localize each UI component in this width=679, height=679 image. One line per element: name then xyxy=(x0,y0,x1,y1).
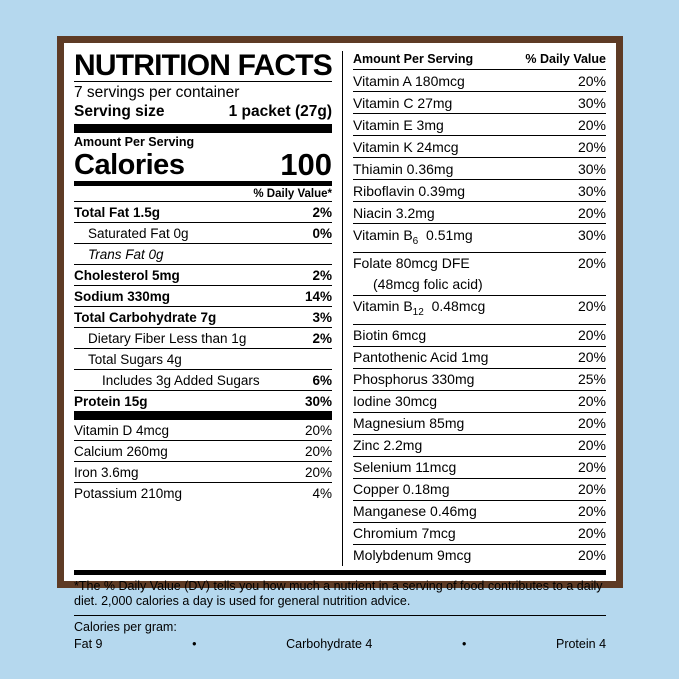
nutrient-dv: 2% xyxy=(312,267,332,283)
right-column-header xyxy=(353,51,606,70)
nutrient-name: Manganese 0.46mg xyxy=(353,503,477,520)
nutrient-dv: 20% xyxy=(577,255,606,272)
nutrient-dv: 20% xyxy=(577,437,606,454)
right-column xyxy=(342,51,606,566)
nutrient-dv: 20% xyxy=(577,547,606,564)
table-row xyxy=(353,369,606,391)
nutrient-name: Vitamin E 3mg xyxy=(353,116,444,133)
cpg-fat: Fat 9 xyxy=(74,636,103,651)
label-outer-border xyxy=(57,36,623,651)
servings-per-container: 7 servings per container xyxy=(74,84,240,101)
table-row xyxy=(353,545,606,566)
nutrient-name: Iodine 30mcg xyxy=(353,393,438,410)
daily-value-header: % Daily Value* xyxy=(253,188,332,200)
table-row xyxy=(353,70,606,92)
calories-per-gram-row xyxy=(74,636,606,652)
left-column xyxy=(74,51,340,566)
amount-per-serving-label: Amount Per Serving xyxy=(74,135,195,149)
table-row xyxy=(74,441,332,462)
nutrient-name: Iron 3.6mg xyxy=(74,464,139,480)
nutrient-dv: 20% xyxy=(304,422,332,438)
table-row xyxy=(353,158,606,180)
nutrient-dv: 4% xyxy=(312,485,332,501)
nutrient-name: Niacin 3.2mg xyxy=(353,204,435,221)
table-row xyxy=(353,224,606,253)
nutrient-name: Chromium 7mcg xyxy=(353,525,456,542)
nutrient-name: Biotin 6mcg xyxy=(353,327,427,344)
table-row xyxy=(353,523,606,545)
nutrient-name: Zinc 2.2mg xyxy=(353,437,423,454)
nutrient-name: Calcium 260mg xyxy=(74,443,168,459)
table-row xyxy=(74,370,332,391)
nutrient-name: Molybdenum 9mcg xyxy=(353,547,472,564)
nutrient-name: Saturated Fat 0g xyxy=(88,225,189,241)
table-row xyxy=(353,501,606,523)
nutrient-dv: 3% xyxy=(312,309,332,325)
table-row xyxy=(74,483,332,503)
nutrient-name: Sodium 330mg xyxy=(74,288,171,304)
nutrient-dv: 14% xyxy=(304,288,332,304)
table-row xyxy=(74,391,332,411)
main-nutrients-block xyxy=(74,201,332,411)
nutrient-name: Vitamin C 27mg xyxy=(353,94,453,111)
table-row xyxy=(74,307,332,328)
table-row xyxy=(353,114,606,136)
serving-size-label: Serving size xyxy=(74,103,165,120)
nutrient-dv: 6% xyxy=(312,372,332,388)
nutrient-name: Vitamin $B_{12}$ 0.48mcg xyxy=(353,298,486,319)
table-row xyxy=(353,136,606,158)
table-row xyxy=(353,347,606,369)
calories-label: Calories xyxy=(74,149,185,181)
nutrient-name: Magnesium 85mg xyxy=(353,415,465,432)
nutrient-name: Total Fat 1.5g xyxy=(74,204,161,220)
nutrient-dv: 20% xyxy=(577,415,606,432)
nutrient-name: Thiamin 0.36mg xyxy=(353,160,454,177)
table-row xyxy=(353,391,606,413)
table-row xyxy=(353,479,606,501)
nutrient-dv: 30% xyxy=(577,182,606,199)
calories-row xyxy=(74,148,332,181)
serving-size-row xyxy=(74,102,332,121)
table-row xyxy=(74,244,332,265)
right-header-amount: Amount Per Serving xyxy=(353,52,474,66)
table-row xyxy=(353,202,606,224)
nutrient-dv: 30% xyxy=(304,393,332,409)
label-title: NUTRITION FACTS xyxy=(74,49,332,82)
label-footer xyxy=(74,570,606,652)
table-row xyxy=(74,223,332,244)
table-row xyxy=(74,420,332,441)
table-row xyxy=(74,462,332,483)
table-row xyxy=(353,325,606,347)
label-columns xyxy=(74,51,606,566)
nutrient-dv: 20% xyxy=(577,204,606,221)
nutrient-name: Riboflavin 0.39mg xyxy=(353,182,466,199)
table-row xyxy=(74,265,332,286)
nutrient-name: Vitamin $B_6$ 0.51mg xyxy=(353,226,473,247)
table-row xyxy=(353,457,606,479)
nutrient-dv: 20% xyxy=(304,464,332,480)
nutrient-name: Pantothenic Acid 1mg xyxy=(353,349,489,366)
nutrient-dv: 25% xyxy=(577,371,606,388)
nutrient-name: Vitamin A 180mcg xyxy=(353,72,465,89)
nutrient-dv: 20% xyxy=(577,72,606,89)
nutrient-dv: 20% xyxy=(304,443,332,459)
thick-divider-2 xyxy=(74,411,332,420)
nutrient-dv: 2% xyxy=(312,330,332,346)
nutrient-dv: 20% xyxy=(577,138,606,155)
nutrient-name: Folate 80mcg DFE xyxy=(353,255,470,272)
table-row xyxy=(353,435,606,457)
nutrient-dv: 2% xyxy=(312,204,332,220)
nutrient-name: Includes 3g Added Sugars xyxy=(102,372,260,388)
nutrient-dv: 20% xyxy=(577,459,606,476)
nutrient-dv: 20% xyxy=(577,327,606,344)
calories-per-gram-label: Calories per gram: xyxy=(74,619,177,634)
cpg-protein: Protein 4 xyxy=(555,636,607,651)
table-row xyxy=(353,296,606,325)
nutrient-name: Cholesterol 5mg xyxy=(74,267,180,283)
nutrient-dv: 20% xyxy=(577,393,606,410)
nutrient-name: Selenium 11mcg xyxy=(353,459,457,476)
nutrient-name: Protein 15g xyxy=(74,393,148,409)
nutrient-name: Total Carbohydrate 7g xyxy=(74,309,217,325)
right-header-dv: % Daily Value xyxy=(525,52,606,66)
table-row xyxy=(74,328,332,349)
nutrient-dv: 20% xyxy=(577,503,606,520)
nutrient-dv: 20% xyxy=(577,525,606,542)
table-row xyxy=(353,253,606,274)
calories-per-gram-section xyxy=(74,615,606,652)
nutrient-dv: 20% xyxy=(577,298,606,315)
vitamins-block-left xyxy=(74,420,332,503)
table-row xyxy=(353,413,606,435)
separator-dot: • xyxy=(192,636,197,651)
table-row xyxy=(353,92,606,114)
daily-value-footnote: *The % Daily Value (DV) tells you how much a nutrient in a serving of food contributes to a daily diet. 2,000 calories a day is used for general nutrition advice. xyxy=(74,578,603,609)
nutrient-dv: 30% xyxy=(577,160,606,177)
nutrient-dv: 20% xyxy=(577,349,606,366)
nutrient-name: Potassium 210mg xyxy=(74,485,183,501)
nutrient-name: Vitamin K 24mcg xyxy=(353,138,459,155)
table-row xyxy=(353,180,606,202)
nutrient-name: Phosphorus 330mg xyxy=(353,371,475,388)
nutrient-name: Total Sugars 4g xyxy=(88,351,182,367)
calories-value: 100 xyxy=(280,147,332,182)
nutrient-name: Trans Fat 0g xyxy=(88,246,164,262)
nutrition-facts-panel xyxy=(64,43,616,651)
nutrient-dv: 0% xyxy=(312,225,332,241)
folate-sub-note: (48mcg folic acid) xyxy=(353,274,606,296)
nutrient-name: Vitamin D 4mcg xyxy=(74,422,170,438)
table-row xyxy=(74,286,332,307)
nutrient-dv: 30% xyxy=(577,226,606,243)
separator-dot: • xyxy=(461,636,467,651)
nutrient-name: Copper 0.18mg xyxy=(353,481,450,498)
cpg-carbohydrate: Carbohydrate 4 xyxy=(286,636,373,651)
serving-size-value: 1 packet (27g) xyxy=(228,103,332,120)
table-row xyxy=(74,201,332,223)
nutrient-dv: 20% xyxy=(577,116,606,133)
thick-divider-1 xyxy=(74,124,332,133)
nutrient-dv: 30% xyxy=(577,94,606,111)
nutrient-name: Dietary Fiber Less than 1g xyxy=(88,330,247,346)
table-row xyxy=(74,349,332,370)
nutrient-dv: 20% xyxy=(577,481,606,498)
